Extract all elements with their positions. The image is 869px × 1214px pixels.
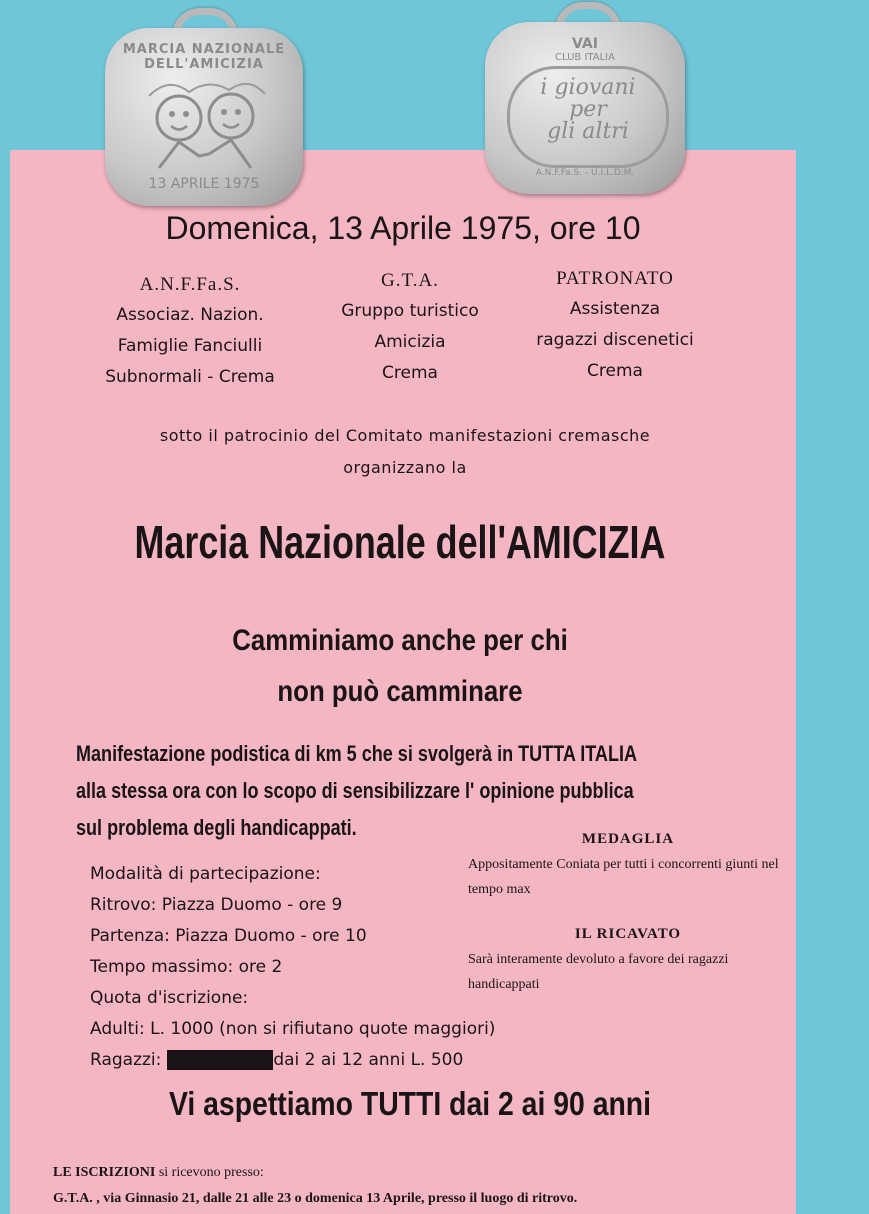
organizer-line: Crema	[587, 361, 643, 381]
organizer-line: Famiglie Fanciulli	[117, 336, 263, 356]
organizer-name: A.N.F.Fa.S.	[139, 274, 241, 295]
registration-label-rest: si ricevono presso:	[155, 1165, 264, 1180]
medaglia-text: Appositamente Coniata per tutti i concorrenti giunti nel tempo max	[468, 857, 779, 897]
ragazzi-detail: dai 2 ai 12 anni L. 500	[273, 1050, 464, 1070]
organizer-line: Amicizia	[374, 332, 446, 352]
patronage-line-1: sotto il patrocinio del Comitato manifestazioni cremasche	[159, 426, 651, 445]
partenza-line: Partenza: Piazza Duomo - ore 10	[90, 926, 367, 946]
ragazzi-label: Ragazzi:	[90, 1050, 162, 1070]
organizer-line: Associaz. Nazion.	[116, 305, 264, 325]
organizer-line: Crema	[382, 363, 438, 383]
quota-heading: Quota d'iscrizione:	[90, 988, 249, 1008]
organizer-line: Gruppo turistico	[341, 301, 479, 321]
tempo-line: Tempo massimo: ore 2	[90, 957, 283, 977]
organizer-gta	[300, 265, 520, 389]
medal-right	[485, 22, 685, 194]
ritrovo-line: Ritrovo: Piazza Duomo - ore 9	[90, 895, 343, 915]
organizer-patronato	[500, 263, 730, 387]
medal-right-center-text: i giovani per gli altri	[540, 75, 636, 144]
organizer-line: Assistenza	[569, 299, 661, 319]
medal-right-club-text: CLUB ITALIA	[555, 52, 615, 63]
organizer-name: G.T.A.	[381, 270, 439, 291]
subtitle-line-2: non può camminare	[277, 675, 523, 708]
event-description: Manifestazione podistica di km 5 che si svolgerà in TUTTA ITALIA alla stessa ora con lo scopo di sensibilizzare l' opinione pubblica sul problema degli handicappati.	[76, 741, 638, 840]
medaglia-heading: MEDAGLIA	[581, 831, 675, 847]
invite-line: Vi aspettiamo TUTTI dai 2 ai 90 anni	[168, 1085, 652, 1122]
medal-left-bottom-text: 13 APRILE 1975	[148, 176, 260, 192]
patronage-text	[80, 420, 730, 484]
patronage-line-2: organizzano la	[343, 458, 467, 477]
organizer-line: Subnormali - Crema	[105, 367, 275, 387]
medal-left	[105, 28, 303, 206]
ricavato-text: Sarà interamente devoluto a favore dei ragazzi handicappati	[468, 952, 729, 992]
event-subtitle	[142, 615, 658, 717]
ricavato-heading: IL RICAVATO	[574, 926, 682, 942]
medal-right-top-text: VAI	[572, 36, 598, 52]
event-title: Marcia Nazionale dell'AMICIZIA	[134, 516, 666, 568]
medal-left-top-text: MARCIA NAZIONALE DELL'AMICIZIA	[122, 42, 286, 72]
registration-detail: G.T.A. , via Ginnasio 21, dalle 21 alle 23 o domenica 13 Aprile, presso il luogo di ritrovo.	[53, 1191, 578, 1206]
event-date: Domenica, 13 Aprile 1975, ore 10	[165, 210, 641, 246]
subtitle-line-1: Camminiamo anche per chi	[232, 624, 568, 657]
info-box	[468, 827, 788, 997]
registration-heading	[53, 1160, 793, 1186]
medal-right-frame	[507, 66, 669, 168]
medal-right-bottom-text: A.N.F.Fa.S. - U.I.L.D.M.	[535, 168, 635, 178]
redacted-text: quota libera	[168, 1050, 272, 1070]
organizer-name: PATRONATO	[556, 268, 674, 289]
organizer-anffas	[70, 269, 310, 393]
participation-heading: Modalità di partecipazione:	[90, 864, 321, 884]
registration-info	[53, 1160, 793, 1212]
organizer-line: ragazzi discenetici	[536, 330, 694, 350]
children-icon	[139, 76, 269, 172]
registration-label: LE ISCRIZIONI	[53, 1165, 156, 1180]
ragazzi-line	[90, 1045, 570, 1076]
poster-sheet	[10, 150, 796, 1214]
adulti-line: Adulti: L. 1000 (non si rifiutano quote maggiori)	[90, 1019, 496, 1039]
